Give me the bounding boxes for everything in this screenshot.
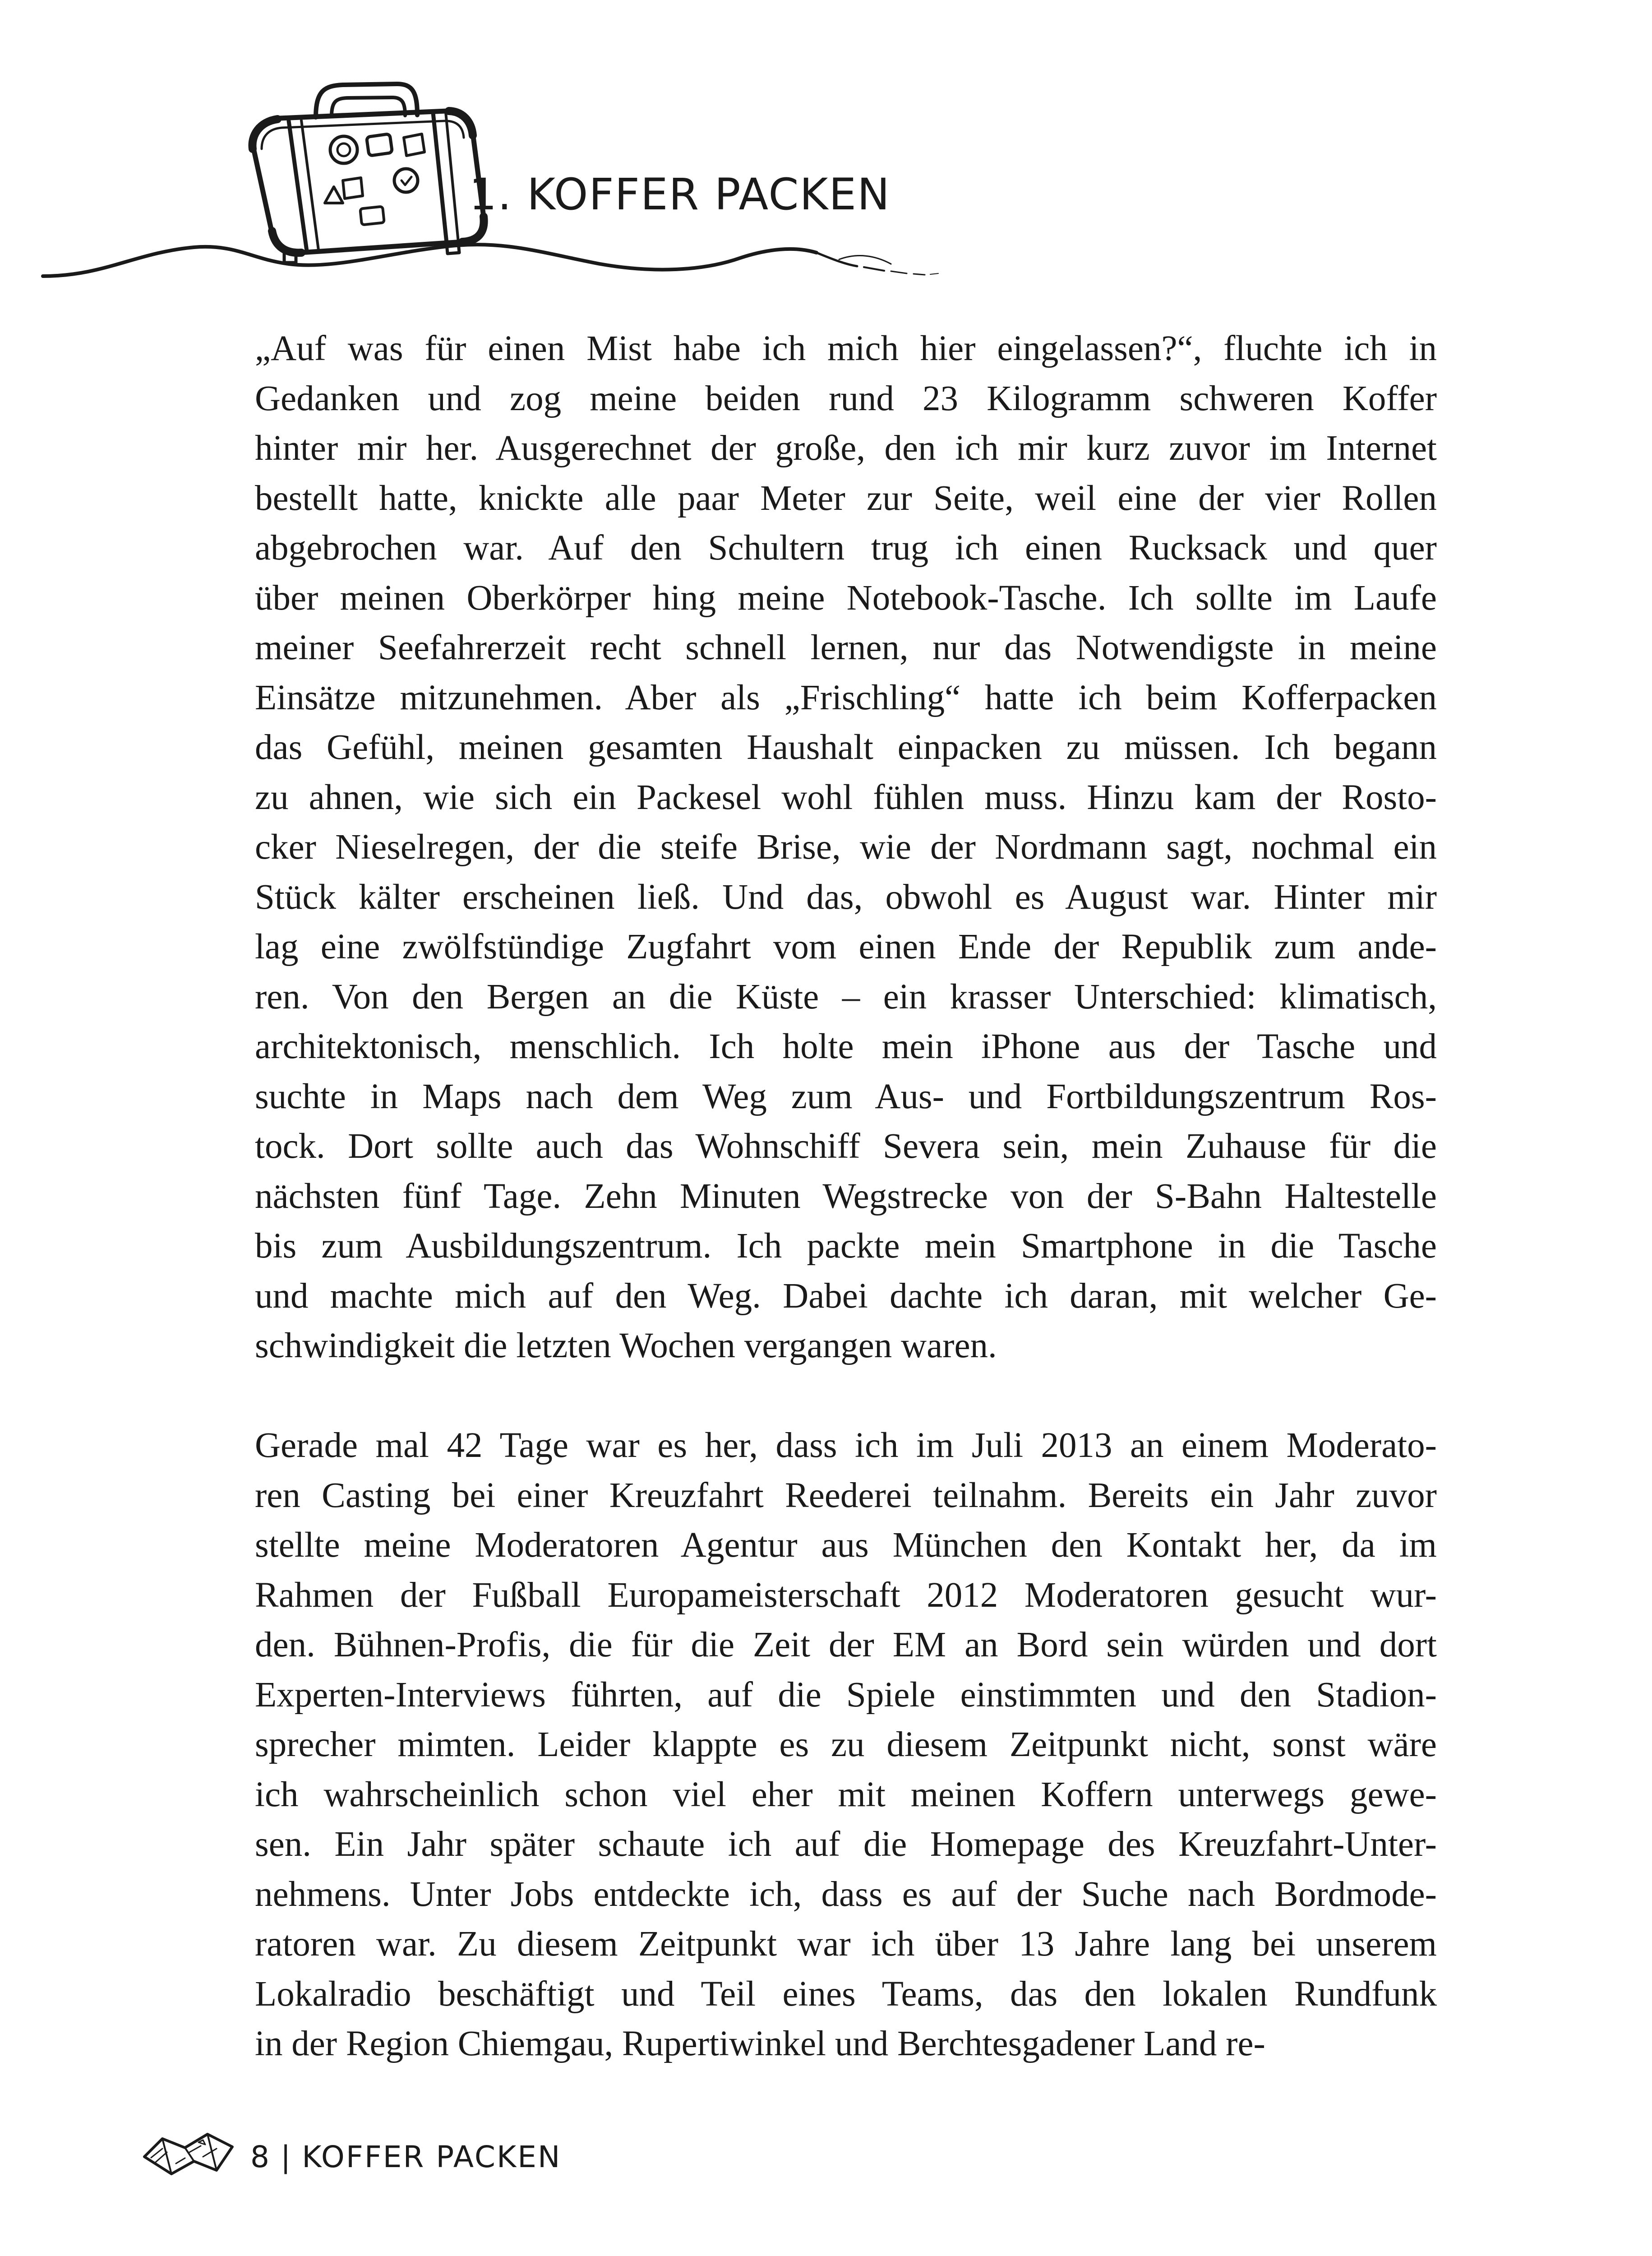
text-line: in der Region Chiemgau, Rupertiwinkel und Berchtesgadener Land re- [255,2024,1265,2063]
text-line: meiner Seefahrerzeit recht schnell lernen, nur das Notwendigste in meine [255,628,1437,667]
text-line: schwindigkeit die letzten Wochen vergangen waren. [255,1326,997,1365]
text-line: bis zum Ausbildungszentrum. Ich packte mein Smartphone in die Tasche [255,1226,1437,1266]
text-line: Stück kälter erscheinen ließ. Und das, obwohl es August war. Hinter mir [255,877,1437,917]
text-line: und machte mich auf den Weg. Dabei dachte ich daran, mit welcher Ge- [255,1276,1437,1316]
text-line: ren. Von den Bergen an die Küste – ein krasser Unterschied: klimatisch, [255,977,1437,1017]
text-line: Rahmen der Fußball Europameisterschaft 2012 Moderatoren gesucht wur- [255,1575,1437,1615]
text-line: den. Bühnen-Profis, die für die Zeit der EM an Bord sein würden und dort [255,1625,1437,1664]
text-line: das Gefühl, meinen gesamten Haushalt einpacken zu müssen. Ich begann [255,728,1437,767]
paragraph-gap [255,1371,1437,1421]
text-line: „Auf was für einen Mist habe ich mich hier eingelassen?“, fluchte ich in [255,329,1437,368]
text-line: Einsätze mitzunehmen. Aber als „Frischling“ hatte ich beim Kofferpacken [255,678,1437,717]
text-line: sen. Ein Jahr später schaute ich auf die Homepage des Kreuzfahrt-Unter- [255,1825,1437,1864]
chapter-header-art [0,0,1652,316]
text-line: stellte meine Moderatoren Agentur aus München den Kontakt her, da im [255,1526,1437,1565]
text-line: architektonisch, menschlich. Ich holte mein iPhone aus der Tasche und [255,1027,1437,1066]
paragraph [255,1421,1437,2069]
text-line: Experten-Interviews führten, auf die Spiele einstimmten und den Stadion- [255,1675,1437,1715]
text-line: nächsten fünf Tage. Zehn Minuten Wegstrecke von der S-Bahn Haltestelle [255,1176,1437,1216]
text-line: nehmens. Unter Jobs entdeckte ich, dass es auf der Suche nach Bordmode- [255,1874,1437,1914]
text-line: tock. Dort sollte auch das Wohnschiff Severa sein, mein Zuhause für die [255,1127,1437,1166]
text-line: über meinen Oberkörper hing meine Notebook-Tasche. Ich sollte im Laufe [255,578,1437,618]
suitcase-icon [0,0,1652,316]
page-number: 8 [250,2140,271,2174]
text-line: lag eine zwölfstündige Zugfahrt vom einen Ende der Republik zum ande- [255,927,1437,966]
text-line: cker Nieselregen, der die steife Brise, wie der Nordmann sagt, nochmal ein [255,828,1437,867]
text-line: bestellt hatte, knickte alle paar Meter zur Seite, weil eine der vier Rollen [255,478,1437,518]
text-line: hinter mir her. Ausgerechnet der große, den ich mir kurz zuvor im Internet [255,429,1437,468]
chapter-title: 1. KOFFER PACKEN [469,169,891,220]
footer-label [250,2140,561,2174]
text-line: Gedanken und zog meine beiden rund 23 Kilogramm schweren Koffer [255,379,1437,418]
page-footer [135,2121,767,2184]
text-line: ren Casting bei einer Kreuzfahrt Reederei teilnahm. Bereits ein Jahr zuvor [255,1475,1437,1515]
text-line: ratoren war. Zu diesem Zeitpunkt war ich über 13 Jahre lang bei unserem [255,1924,1437,1964]
text-line: abgebrochen war. Auf den Schultern trug ich einen Rucksack und quer [255,528,1437,568]
paragraph [255,324,1437,1371]
text-line: zu ahnen, wie sich ein Packesel wohl fühlen muss. Hinzu kam der Rosto- [255,777,1437,817]
text-line: Lokalradio beschäftigt und Teil eines Teams, das den lokalen Rundfunk [255,1974,1437,2014]
text-line: ich wahrscheinlich schon viel eher mit meinen Koffern unterwegs gewe- [255,1775,1437,1814]
text-line: suchte in Maps nach dem Weg zum Aus- und Fortbildungszentrum Ros- [255,1077,1437,1116]
body-text [255,324,1437,2069]
text-line: Gerade mal 42 Tage war es her, dass ich im Juli 2013 an einem Moderato- [255,1426,1437,1465]
footer-separator: | [281,2140,292,2174]
running-title: KOFFER PACKEN [302,2140,562,2174]
text-line: sprecher mimten. Leider klappte es zu diesem Zeitpunkt nicht, sonst wäre [255,1725,1437,1764]
folded-map-icon [135,2121,244,2184]
